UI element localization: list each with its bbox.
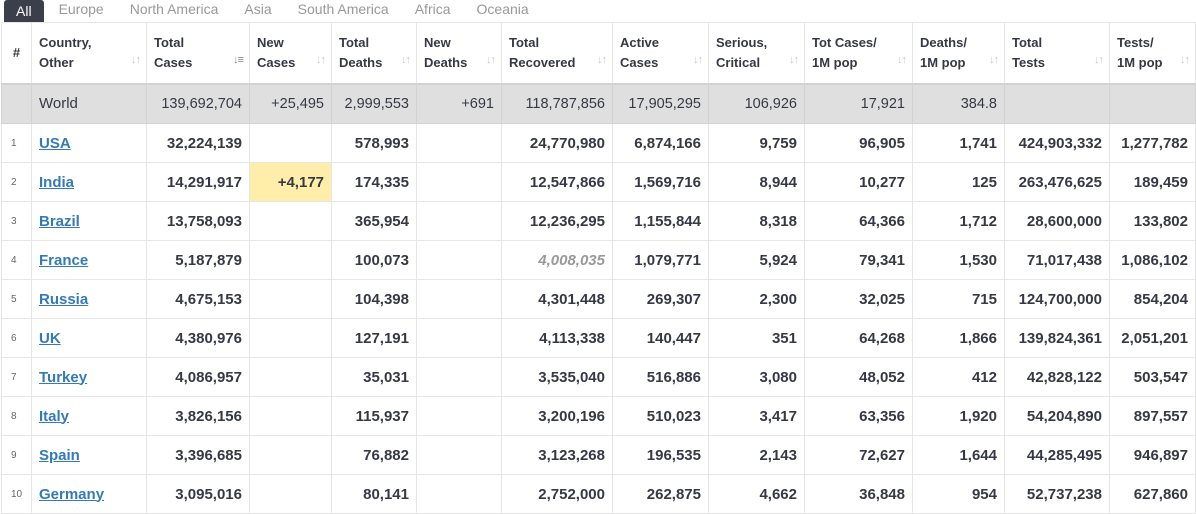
header-label: Active [620, 34, 660, 50]
total-recovered-cell: 2,752,000 [502, 475, 613, 514]
country-link[interactable]: Turkey [39, 368, 88, 386]
world-row [2, 84, 1196, 124]
total-tests-cell: 71,017,438 [1005, 241, 1110, 280]
region-tabs [0, 0, 1196, 22]
total-recovered-cell: 4,008,035 [502, 241, 613, 280]
new-cases-cell [250, 241, 332, 280]
row-rank: 6 [2, 319, 32, 358]
serious-cell: 3,080 [709, 358, 805, 397]
country-cell [32, 436, 147, 475]
total-recovered-cell: 3,123,268 [502, 436, 613, 475]
header-label: 1M pop [920, 54, 966, 70]
header-new-cases[interactable] [250, 23, 332, 84]
total-cases-cell: 5,187,879 [147, 241, 250, 280]
total-tests-cell: 139,824,361 [1005, 319, 1110, 358]
total-recovered-cell: 3,535,040 [502, 358, 613, 397]
header-label: Total [1012, 34, 1043, 50]
total-cases-cell: 32,224,139 [147, 124, 250, 163]
header-label: Serious, [716, 34, 768, 50]
tab-all[interactable]: All [4, 0, 44, 22]
world-tests-pop [1110, 84, 1196, 124]
active-cases-cell: 510,023 [613, 397, 709, 436]
total-deaths-cell: 174,335 [332, 163, 417, 202]
serious-cell: 2,300 [709, 280, 805, 319]
active-cases-cell: 196,535 [613, 436, 709, 475]
tests-pop-cell: 1,277,782 [1110, 124, 1196, 163]
header-label: Total [154, 34, 185, 50]
header-label: Total [509, 34, 540, 50]
total-deaths-cell: 365,954 [332, 202, 417, 241]
new-deaths-cell [417, 241, 502, 280]
row-rank: 5 [2, 280, 32, 319]
table-row [2, 124, 1196, 163]
header-country[interactable] [32, 23, 147, 84]
total-cases-cell: 3,826,156 [147, 397, 250, 436]
world-active-cases: 17,905,295 [613, 84, 709, 124]
active-cases-cell: 262,875 [613, 475, 709, 514]
deaths-pop-cell: 1,866 [913, 319, 1005, 358]
header-label: Recovered [509, 54, 576, 70]
header-label: 1M pop [1117, 54, 1163, 70]
new-cases-cell [250, 475, 332, 514]
total-recovered-cell: 4,113,338 [502, 319, 613, 358]
header-total-tests[interactable] [1005, 23, 1110, 84]
country-link[interactable]: Italy [39, 407, 70, 425]
total-tests-cell: 424,903,332 [1005, 124, 1110, 163]
tab-europe[interactable]: Europe [58, 1, 104, 17]
world-total-deaths: 2,999,553 [332, 84, 417, 124]
header-tests-per-1m[interactable] [1110, 23, 1196, 84]
table-row [2, 163, 1196, 202]
table-row [2, 202, 1196, 241]
table-row [2, 436, 1196, 475]
country-cell [32, 124, 147, 163]
country-cell [32, 397, 147, 436]
total-deaths-cell: 578,993 [332, 124, 417, 163]
header-label: Cases [154, 54, 193, 70]
country-cell [32, 319, 147, 358]
deaths-pop-cell: 1,741 [913, 124, 1005, 163]
tests-pop-cell: 946,897 [1110, 436, 1196, 475]
header-total-deaths[interactable] [332, 23, 417, 84]
new-cases-cell [250, 319, 332, 358]
header-label: Critical [716, 54, 761, 70]
total-cases-cell: 4,086,957 [147, 358, 250, 397]
header-label: Country, [39, 34, 92, 50]
serious-cell: 2,143 [709, 436, 805, 475]
serious-cell: 351 [709, 319, 805, 358]
deaths-pop-cell: 1,712 [913, 202, 1005, 241]
sort-arrows-icon[interactable]: ↓↑ [597, 53, 606, 66]
total-tests-cell: 52,737,238 [1005, 475, 1110, 514]
active-cases-cell: 1,079,771 [613, 241, 709, 280]
tot-cases-pop-cell: 10,277 [805, 163, 913, 202]
tests-pop-cell: 854,204 [1110, 280, 1196, 319]
tests-pop-cell: 189,459 [1110, 163, 1196, 202]
active-cases-cell: 140,447 [613, 319, 709, 358]
row-rank: 2 [2, 163, 32, 202]
serious-cell: 8,944 [709, 163, 805, 202]
world-new-deaths: +691 [417, 84, 502, 124]
tot-cases-pop-cell: 96,905 [805, 124, 913, 163]
tests-pop-cell: 2,051,201 [1110, 319, 1196, 358]
tab-asia[interactable]: Asia [244, 1, 272, 17]
total-cases-cell: 4,675,153 [147, 280, 250, 319]
total-tests-cell: 44,285,495 [1005, 436, 1110, 475]
header-label: Total [339, 34, 370, 50]
tests-pop-cell: 627,860 [1110, 475, 1196, 514]
active-cases-cell: 1,155,844 [613, 202, 709, 241]
header-label: Tests/ [1117, 34, 1154, 50]
tab-south-america[interactable]: South America [297, 1, 389, 17]
sort-arrows-icon[interactable]: ↓↑ [401, 53, 410, 66]
header-label: Deaths [339, 54, 383, 70]
active-cases-cell: 1,569,716 [613, 163, 709, 202]
world-rank [2, 84, 32, 124]
header-label: 1M pop [812, 54, 858, 70]
deaths-pop-cell: 954 [913, 475, 1005, 514]
tests-pop-cell: 503,547 [1110, 358, 1196, 397]
world-total-cases: 139,692,704 [147, 84, 250, 124]
country-cell [32, 475, 147, 514]
total-recovered-cell: 24,770,980 [502, 124, 613, 163]
header-label: Cases [257, 54, 296, 70]
row-rank: 8 [2, 397, 32, 436]
table-row [2, 475, 1196, 514]
total-recovered-cell: 12,236,295 [502, 202, 613, 241]
header-label: Other [39, 54, 74, 70]
table-row [2, 241, 1196, 280]
total-cases-cell: 3,396,685 [147, 436, 250, 475]
total-tests-cell: 28,600,000 [1005, 202, 1110, 241]
header-active-cases[interactable] [613, 23, 709, 84]
new-cases-cell [250, 202, 332, 241]
header-label: Cases [620, 54, 659, 70]
total-recovered-cell: 12,547,866 [502, 163, 613, 202]
header-total-recovered[interactable] [502, 23, 613, 84]
tot-cases-pop-cell: 63,356 [805, 397, 913, 436]
world-serious: 106,926 [709, 84, 805, 124]
total-tests-cell: 124,700,000 [1005, 280, 1110, 319]
country-link[interactable]: Russia [39, 290, 89, 308]
total-deaths-cell: 115,937 [332, 397, 417, 436]
new-deaths-cell [417, 124, 502, 163]
country-link[interactable]: UK [39, 329, 61, 347]
country-link[interactable]: USA [39, 134, 71, 152]
serious-cell: 4,662 [709, 475, 805, 514]
sort-arrows-icon[interactable]: ↓↑ [316, 53, 325, 66]
country-cell [32, 358, 147, 397]
row-rank: 10 [2, 475, 32, 514]
header-label: Deaths/ [920, 34, 967, 50]
tot-cases-pop-cell: 64,268 [805, 319, 913, 358]
header-row [2, 23, 1196, 84]
new-cases-cell [250, 280, 332, 319]
new-deaths-cell [417, 319, 502, 358]
tot-cases-pop-cell: 79,341 [805, 241, 913, 280]
new-deaths-cell [417, 202, 502, 241]
deaths-pop-cell: 412 [913, 358, 1005, 397]
total-deaths-cell: 76,882 [332, 436, 417, 475]
header-label: New [257, 34, 284, 50]
serious-cell: 5,924 [709, 241, 805, 280]
serious-cell: 9,759 [709, 124, 805, 163]
header-new-deaths[interactable] [417, 23, 502, 84]
active-cases-cell: 6,874,166 [613, 124, 709, 163]
new-deaths-cell [417, 397, 502, 436]
active-cases-cell: 269,307 [613, 280, 709, 319]
table-row [2, 397, 1196, 436]
tests-pop-cell: 1,086,102 [1110, 241, 1196, 280]
total-tests-cell: 42,828,122 [1005, 358, 1110, 397]
tests-pop-cell: 897,557 [1110, 397, 1196, 436]
active-cases-cell: 516,886 [613, 358, 709, 397]
total-tests-cell: 54,204,890 [1005, 397, 1110, 436]
header-total-cases[interactable] [147, 23, 250, 84]
header-label: Tot Cases/ [812, 34, 877, 50]
tot-cases-pop-cell: 48,052 [805, 358, 913, 397]
sort-descending-icon[interactable]: ↓≡ [233, 53, 243, 66]
total-cases-cell: 14,291,917 [147, 163, 250, 202]
header-rank[interactable] [2, 23, 32, 84]
header-label: Deaths [424, 54, 468, 70]
country-cell [32, 202, 147, 241]
header-tot-cases-per-1m[interactable] [805, 23, 913, 84]
world-tot-cases-pop: 17,921 [805, 84, 913, 124]
serious-cell: 3,417 [709, 397, 805, 436]
new-deaths-cell [417, 436, 502, 475]
header-label: Tests [1012, 54, 1045, 70]
total-tests-cell: 263,476,625 [1005, 163, 1110, 202]
country-link[interactable]: India [39, 173, 75, 191]
new-cases-cell [250, 358, 332, 397]
new-deaths-cell [417, 280, 502, 319]
tab-north-america[interactable]: North America [129, 1, 219, 17]
world-label: World [32, 84, 147, 124]
total-recovered-cell: 3,200,196 [502, 397, 613, 436]
header-label: New [424, 34, 451, 50]
header-rank-label: # [12, 44, 21, 60]
row-rank: 3 [2, 202, 32, 241]
sort-arrows-icon[interactable]: ↓↑ [131, 53, 140, 66]
country-link[interactable]: Germany [39, 485, 105, 503]
tot-cases-pop-cell: 36,848 [805, 475, 913, 514]
deaths-pop-cell: 715 [913, 280, 1005, 319]
sort-arrows-icon[interactable]: ↓↑ [897, 53, 906, 66]
row-rank: 1 [2, 124, 32, 163]
tests-pop-cell: 133,802 [1110, 202, 1196, 241]
new-deaths-cell [417, 475, 502, 514]
total-cases-cell: 3,095,016 [147, 475, 250, 514]
deaths-pop-cell: 1,644 [913, 436, 1005, 475]
tot-cases-pop-cell: 72,627 [805, 436, 913, 475]
serious-cell: 8,318 [709, 202, 805, 241]
deaths-pop-cell: 1,920 [913, 397, 1005, 436]
new-deaths-cell [417, 163, 502, 202]
table-row [2, 319, 1196, 358]
row-rank: 4 [2, 241, 32, 280]
tot-cases-pop-cell: 64,366 [805, 202, 913, 241]
total-deaths-cell: 104,398 [332, 280, 417, 319]
new-cases-cell [250, 436, 332, 475]
new-deaths-cell [417, 358, 502, 397]
total-recovered-cell: 4,301,448 [502, 280, 613, 319]
header-serious-critical[interactable] [709, 23, 805, 84]
country-cell [32, 163, 147, 202]
total-deaths-cell: 35,031 [332, 358, 417, 397]
total-cases-cell: 13,758,093 [147, 202, 250, 241]
tab-oceania[interactable]: Oceania [476, 1, 529, 17]
total-deaths-cell: 100,073 [332, 241, 417, 280]
world-total-tests [1005, 84, 1110, 124]
new-cases-cell [250, 124, 332, 163]
deaths-pop-cell: 125 [913, 163, 1005, 202]
total-deaths-cell: 80,141 [332, 475, 417, 514]
tot-cases-pop-cell: 32,025 [805, 280, 913, 319]
sort-arrows-icon[interactable]: ↓↑ [1094, 53, 1103, 66]
row-rank: 9 [2, 436, 32, 475]
world-new-cases: +25,495 [250, 84, 332, 124]
country-cell [32, 280, 147, 319]
row-rank: 7 [2, 358, 32, 397]
table-row [2, 280, 1196, 319]
world-total-recovered: 118,787,856 [502, 84, 613, 124]
table-row [2, 358, 1196, 397]
new-cases-cell [250, 397, 332, 436]
total-cases-cell: 4,380,976 [147, 319, 250, 358]
sort-arrows-icon[interactable]: ↓↑ [989, 53, 998, 66]
country-link[interactable]: Brazil [39, 212, 80, 230]
world-deaths-pop: 384.8 [913, 84, 1005, 124]
total-deaths-cell: 127,191 [332, 319, 417, 358]
country-link[interactable]: France [39, 251, 89, 269]
country-cell [32, 241, 147, 280]
sort-arrows-icon[interactable]: ↓↑ [693, 53, 702, 66]
tab-africa[interactable]: Africa [414, 1, 451, 17]
sort-arrows-icon[interactable]: ↓↑ [1180, 53, 1189, 66]
header-deaths-per-1m[interactable] [913, 23, 1005, 84]
deaths-pop-cell: 1,530 [913, 241, 1005, 280]
country-link[interactable]: Spain [39, 446, 80, 464]
sort-arrows-icon[interactable]: ↓↑ [789, 53, 798, 66]
new-cases-cell: +4,177 [250, 163, 332, 202]
sort-arrows-icon[interactable]: ↓↑ [486, 53, 495, 66]
covid-table [1, 22, 1196, 514]
